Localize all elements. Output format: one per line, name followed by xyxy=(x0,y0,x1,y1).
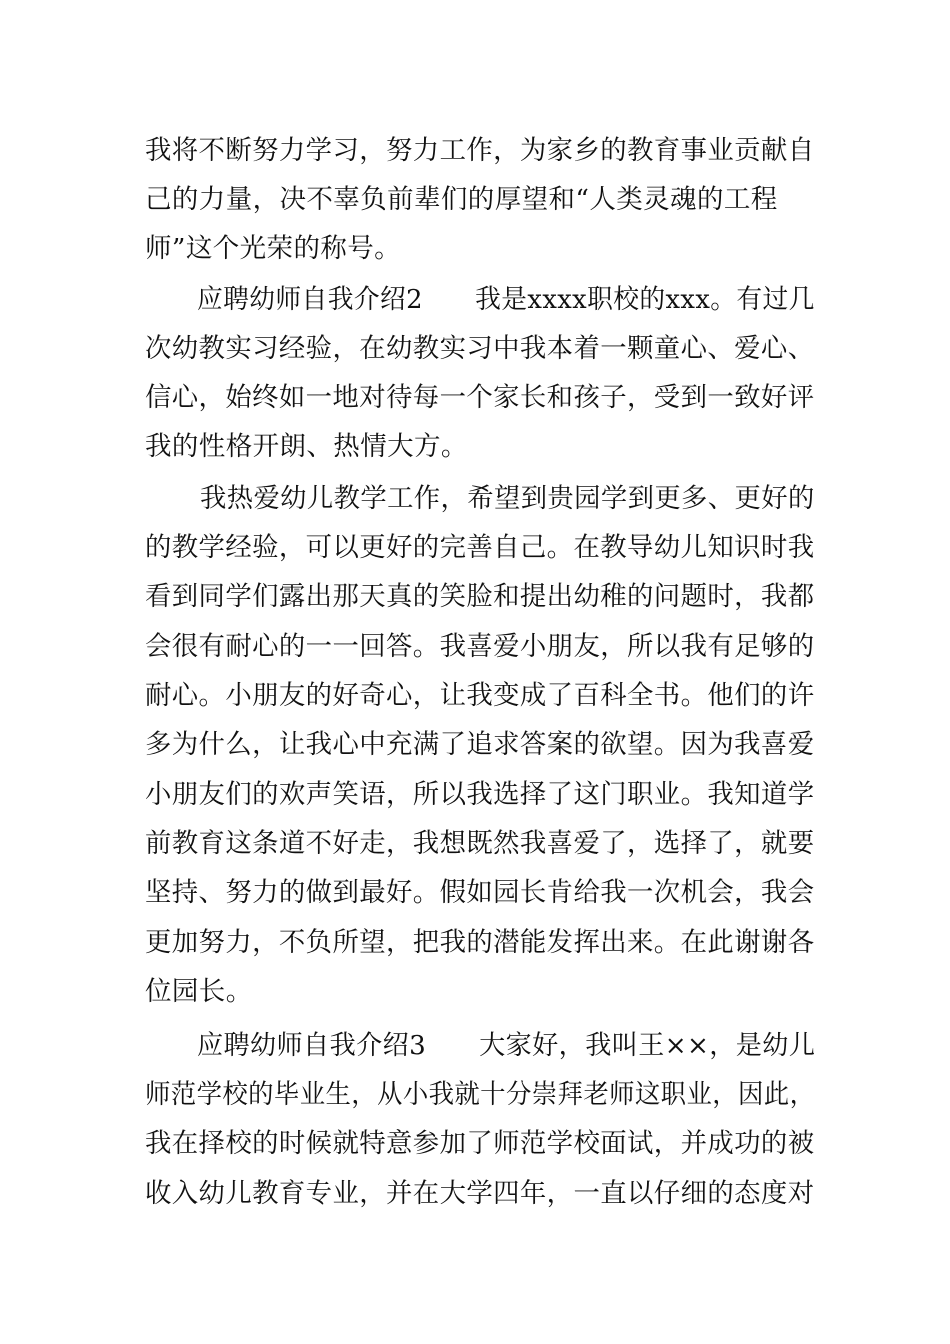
text-line: 会很有耐心的一一回答。我喜爱小朋友，所以我有足够的 xyxy=(145,631,815,662)
text-line: 我热爱幼儿教学工作，希望到贵园学到更多、更好的 xyxy=(200,483,815,514)
text-line: 次幼教实习经验，在幼教实习中我本着一颗童心、爱心、 xyxy=(145,333,815,364)
text-line: 我将不断努力学习，努力工作，为家乡的教育事业贡献自 xyxy=(145,135,815,166)
text-line: 我在择校的时候就特意参加了师范学校面试，并成功的被 xyxy=(145,1128,815,1159)
text-line: 看到同学们露出那天真的笑脸和提出幼稚的问题时，我都 xyxy=(145,581,815,612)
text-line: 位园长。 xyxy=(145,976,253,1007)
text-line: 多为什么，让我心中充满了追求答案的欲望。因为我喜爱 xyxy=(145,729,815,760)
text-line: 师范学校的毕业生，从小我就十分崇拜老师这职业，因此， xyxy=(145,1079,816,1110)
text-line: 前教育这条道不好走，我想既然我喜爱了，选择了，就要 xyxy=(145,828,815,859)
text-line: 信心，始终如一地对待每一个家长和孩子，受到一致好评 xyxy=(145,382,815,413)
text-line: 己的力量，决不辜负前辈们的厚望和“人类灵魂的工程 xyxy=(145,184,778,215)
section-heading-line: 应聘幼师自我介绍3 大家好，我叫王××，是幼儿 xyxy=(197,1030,816,1061)
text-line: 耐心。小朋友的好奇心，让我变成了百科全书。他们的许 xyxy=(145,680,815,711)
text-line: 我的性格开朗、热情大方。 xyxy=(145,431,468,462)
text-line: 更加努力，不负所望，把我的潜能发挥出来。在此谢谢各 xyxy=(145,927,815,958)
text-line: 师”这个光荣的称号。 xyxy=(145,233,402,264)
text-line: 坚持、努力的做到最好。假如园长肯给我一次机会，我会 xyxy=(145,877,815,908)
text-line: 小朋友们的欢声笑语，所以我选择了这门职业。我知道学 xyxy=(145,779,815,810)
text-line: 收入幼儿教育专业，并在大学四年，一直以仔细的态度对 xyxy=(145,1178,815,1209)
text-line: 的教学经验，可以更好的完善自己。在教导幼儿知识时我 xyxy=(145,532,815,563)
section-heading-line: 应聘幼师自我介绍2 我是xxxx职校的xxx。有过几 xyxy=(197,284,815,315)
